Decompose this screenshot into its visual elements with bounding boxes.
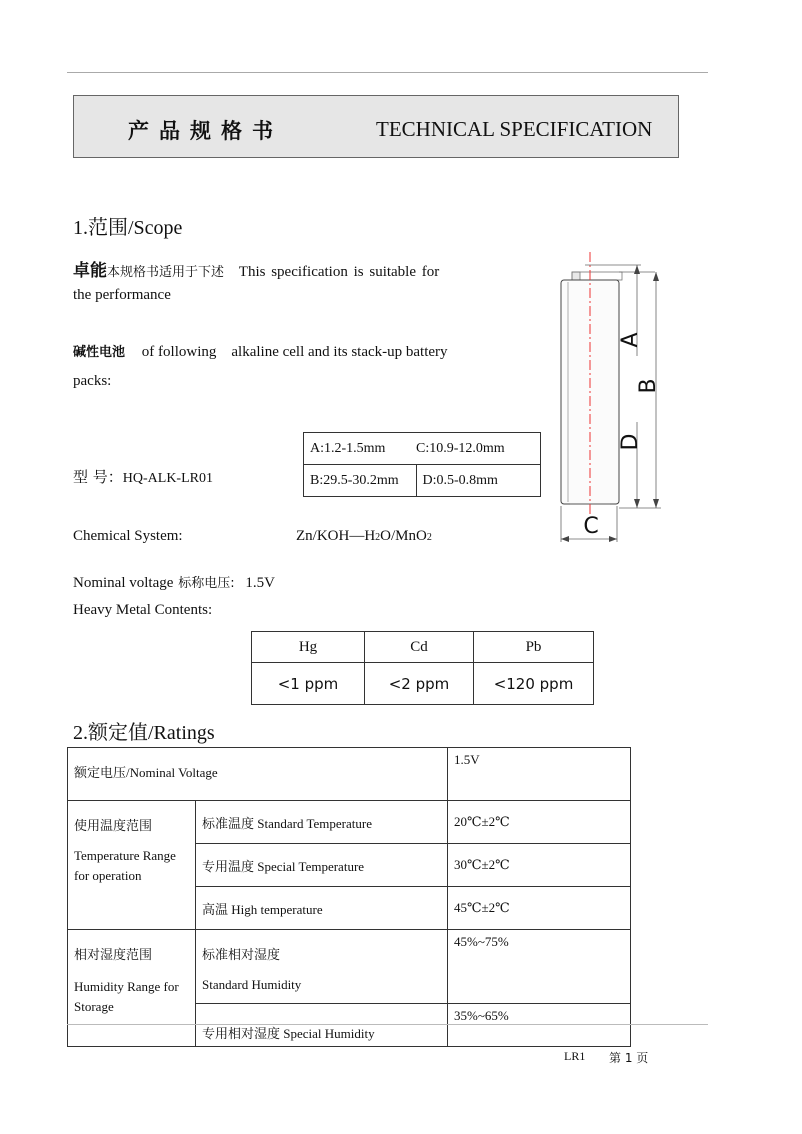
scope-company: 卓能 [73,261,107,281]
temp-row-high [196,887,448,930]
temp-group-cn: 使用温度范围 [74,819,153,834]
voltage-label-en: Nominal voltage [73,575,174,591]
footer-model: LR1 [564,1049,586,1063]
label-b: B [636,378,661,394]
label-a: A [618,332,643,348]
humidity-group-en: Humidity Range for Storage [74,979,179,1014]
ratings-table [67,747,631,1047]
nominal-voltage-line [73,572,275,592]
scope-line1-en: This specification is suitable for [238,264,440,280]
battery-diagram [555,250,667,545]
hm-value-cd: <2 ppm [365,663,474,705]
nominal-voltage-label [68,748,448,801]
temp-special-en: Special Temperature [257,858,365,874]
humidity-special-en: Special Humidity [283,1026,375,1041]
humidity-standard-en: Standard Humidity [202,977,302,992]
humidity-group-cn: 相对湿度范围 [74,948,153,963]
nominal-label-cn: 额定电压 [74,766,127,781]
voltage-label-cn: 标称电压: [178,576,235,591]
scope-line2: the performance [73,287,171,303]
scope-line4: packs: [73,373,112,389]
chemical-formula-sub2: 2 [426,532,432,543]
temp-standard-en: Standard Temperature [257,815,372,831]
heavy-metal-label: Heavy Metal Contents: [73,602,213,618]
dim-b: B:29.5-30.2mm [304,465,417,497]
model-value: HQ-ALK-LR01 [122,471,213,486]
humidity-group [68,930,196,1047]
chemical-formula-sub1: 2 [375,532,381,543]
temp-group-en: Temperature Range for operation [74,848,176,883]
dim-d: D:0.5-0.8mm [416,465,541,497]
temp-row-standard [196,801,448,844]
footer-page: 第 1 页 [609,1051,649,1065]
temp-group [68,801,196,930]
hm-value-hg: <1 ppm [252,663,365,705]
dim-c: C:10.9-12.0mm [416,433,541,465]
title-en: TECHNICAL SPECIFICATION [376,117,653,141]
nominal-voltage-value: 1.5V [448,748,631,801]
dimension-table [303,432,541,497]
temp-standard-value: 20℃±2℃ [448,801,631,844]
model-line [73,466,213,487]
hm-header-cd: Cd [365,632,474,663]
scope-heading: 1.范围/Scope [73,217,183,239]
hm-value-pb: <120 ppm [474,663,594,705]
scope-line1-cn: 本规格书适用于下述 [107,265,225,280]
temp-standard-cn: 标准温度 [202,816,255,832]
label-c: C [583,514,599,539]
voltage-value: 1.5V [245,575,275,591]
temp-high-cn: 高温 [202,902,229,918]
label-d: D [618,433,643,451]
humidity-standard-cn: 标准相对湿度 [202,948,281,963]
temp-special-value: 30℃±2℃ [448,844,631,887]
ratings-heading: 2.额定值/Ratings [73,722,215,744]
humidity-special-value: 35%~65% [448,1004,631,1047]
chemical-label: Chemical System: [73,528,183,544]
hm-header-hg: Hg [252,632,365,663]
header-rule [67,72,708,73]
humidity-row-standard [196,930,448,1004]
chemical-formula-part1: Zn/KOH—H [296,528,376,544]
model-label: 型 号： [73,468,123,486]
battery-cap [572,272,580,280]
temp-high-en: High temperature [231,901,323,917]
humidity-standard-value: 45%~75% [448,930,631,1004]
hm-header-pb: Pb [474,632,594,663]
title-cn: 产品规格书 [128,119,283,143]
humidity-special-cn: 专用相对湿度 [202,1027,281,1042]
chemical-value [296,528,432,545]
temp-row-special [196,844,448,887]
dim-a: A:1.2-1.5mm [304,433,417,465]
chemical-formula-part2: O/MnO [380,528,427,544]
heavy-metal-table [251,631,594,705]
scope-line3 [73,341,448,361]
temp-special-cn: 专用温度 [202,859,255,875]
temp-high-value: 45℃±2℃ [448,887,631,930]
humidity-row-special [196,1004,448,1047]
scope-line1 [73,256,503,281]
scope-line3-cn: 碱性电池 [73,345,126,360]
nominal-label-en: /Nominal Voltage [126,765,218,780]
scope-line3-en: of following alkaline cell and its stack-up battery [141,344,448,360]
footer-rule [67,1024,708,1025]
